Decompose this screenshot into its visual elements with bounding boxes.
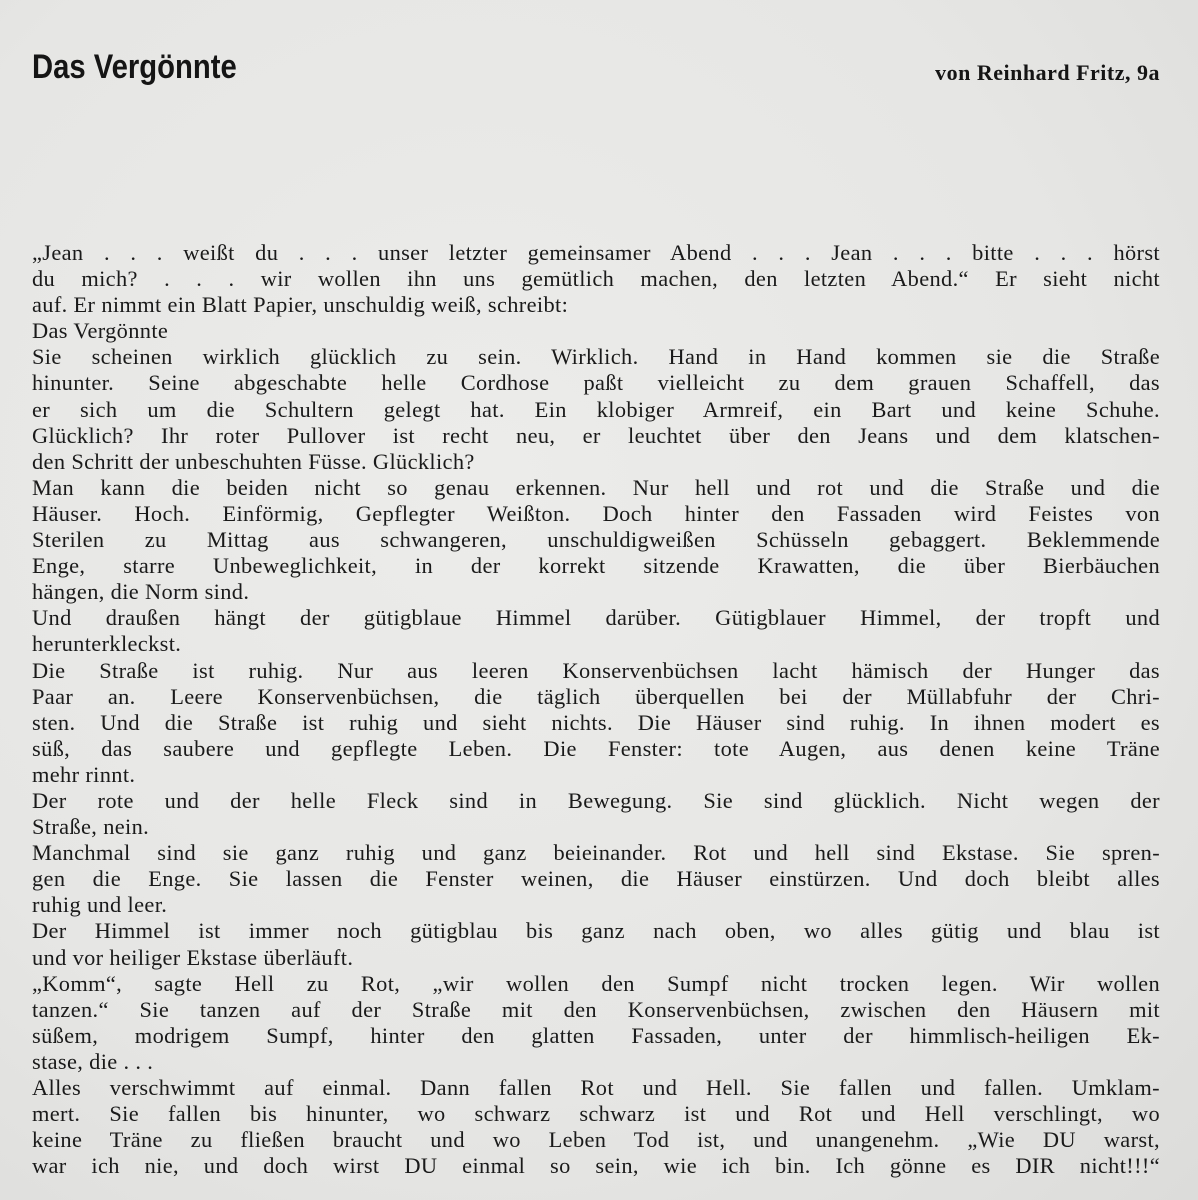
- text-line: er sich um die Schultern gelegt hat. Ein klobiger Armreif, ein Bart und keine Schuhe.: [32, 396, 1160, 422]
- article-body: [32, 240, 1160, 1179]
- text-line: Manchmal sind sie ganz ruhig und ganz beieinander. Rot und hell sind Ekstase. Sie spren-: [32, 840, 1160, 866]
- text-line: Alles verschwimmt auf einmal. Dann fallen Rot und Hell. Sie fallen und fallen. Umklam-: [32, 1075, 1160, 1100]
- text-line: sten. Und die Straße ist ruhig und sieht nichts. Die Häuser sind ruhig. In ihnen modert es: [32, 709, 1160, 735]
- text-line: hängen, die Norm sind.: [32, 579, 250, 605]
- text-line: Der Himmel ist immer noch gütigblau bis ganz nach oben, wo alles gütig und blau ist: [32, 918, 1160, 944]
- text-line: Das Vergönnte: [32, 318, 169, 344]
- text-line: herunterkleckst.: [32, 631, 182, 657]
- text-line: gen die Enge. Sie lassen die Fenster weinen, die Häuser einstürzen. Und doch bleibt alles: [32, 866, 1160, 892]
- text-line: mehr rinnt.: [32, 761, 136, 787]
- text-line: und vor heiliger Ekstase überläuft.: [32, 944, 354, 970]
- text-line: ruhig und leer.: [32, 892, 168, 918]
- text-line: Die Straße ist ruhig. Nur aus leeren Konservenbüchsen lacht hämisch der Hunger das: [32, 657, 1160, 683]
- text-line: Straße, nein.: [32, 814, 150, 840]
- text-line: Der rote und der helle Fleck sind in Bewegung. Sie sind glücklich. Nicht wegen der: [32, 787, 1160, 813]
- text-line: tanzen.“ Sie tanzen auf der Straße mit den Konservenbüchsen, zwischen den Häusern mit: [32, 996, 1160, 1022]
- text-line: keine Träne zu fließen braucht und wo Leben Tod ist, und unangenehm. „Wie DU warst,: [32, 1127, 1160, 1153]
- text-line: stase, die . . .: [32, 1048, 154, 1074]
- text-line: Man kann die beiden nicht so genau erkennen. Nur hell und rot und die Straße und die: [32, 474, 1160, 500]
- article-title: Das Vergönnte: [32, 48, 237, 86]
- text-line: mert. Sie fallen bis hinunter, wo schwarz schwarz ist und Rot und Hell verschlingt, wo: [32, 1101, 1160, 1127]
- text-line: Paar an. Leere Konservenbüchsen, die täglich überquellen bei der Müllabfuhr der Chri-: [32, 683, 1160, 709]
- text-line: war ich nie, und doch wirst DU einmal so sein, wie ich bin. Ich gönne es DIR nicht!!!“: [32, 1153, 1160, 1179]
- text-line: Enge, starre Unbeweglichkeit, in der korrekt sitzende Krawatten, die über Bierbäuchen: [32, 553, 1160, 579]
- text-line: Häuser. Hoch. Einförmig, Gepflegter Weißton. Doch hinter den Fassaden wird Feistes von: [32, 500, 1160, 526]
- text-line: Sie scheinen wirklich glücklich zu sein. Wirklich. Hand in Hand kommen sie die Straße: [32, 344, 1160, 370]
- text-line: süßem, modrigem Sumpf, hinter den glatten Fassaden, unter der himmlisch-heiligen Ek-: [32, 1022, 1160, 1048]
- text-line: Sterilen zu Mittag aus schwangeren, unschuldigweißen Schüsseln gebaggert. Beklemmende: [32, 527, 1160, 553]
- text-line: Glücklich? Ihr roter Pullover ist recht neu, er leuchtet über den Jeans und dem klatschen-: [32, 422, 1160, 448]
- text-line: „Komm“, sagte Hell zu Rot, „wir wollen den Sumpf nicht trocken legen. Wir wollen: [32, 970, 1160, 996]
- text-line: „Jean . . . weißt du . . . unser letzter gemeinsamer Abend . . . Jean . . . bitte . . . hörst: [32, 240, 1160, 265]
- text-line: du mich? . . . wir wollen ihn uns gemütlich machen, den letzten Abend.“ Er sieht nicht: [32, 266, 1160, 292]
- text-line: süß, das saubere und gepflegte Leben. Die Fenster: tote Augen, aus denen keine Träne: [32, 735, 1160, 761]
- text-line: hinunter. Seine abgeschabte helle Cordhose paßt vielleicht zu dem grauen Schaffell, das: [32, 370, 1160, 396]
- text-line: auf. Er nimmt ein Blatt Papier, unschuldig weiß, schreibt:: [32, 292, 569, 318]
- text-line: Und draußen hängt der gütigblaue Himmel darüber. Gütigblauer Himmel, der tropft und: [32, 605, 1160, 631]
- text-line: den Schritt der unbeschuhten Füsse. Glücklich?: [32, 448, 475, 474]
- author-byline: von Reinhard Fritz, 9a: [935, 60, 1160, 85]
